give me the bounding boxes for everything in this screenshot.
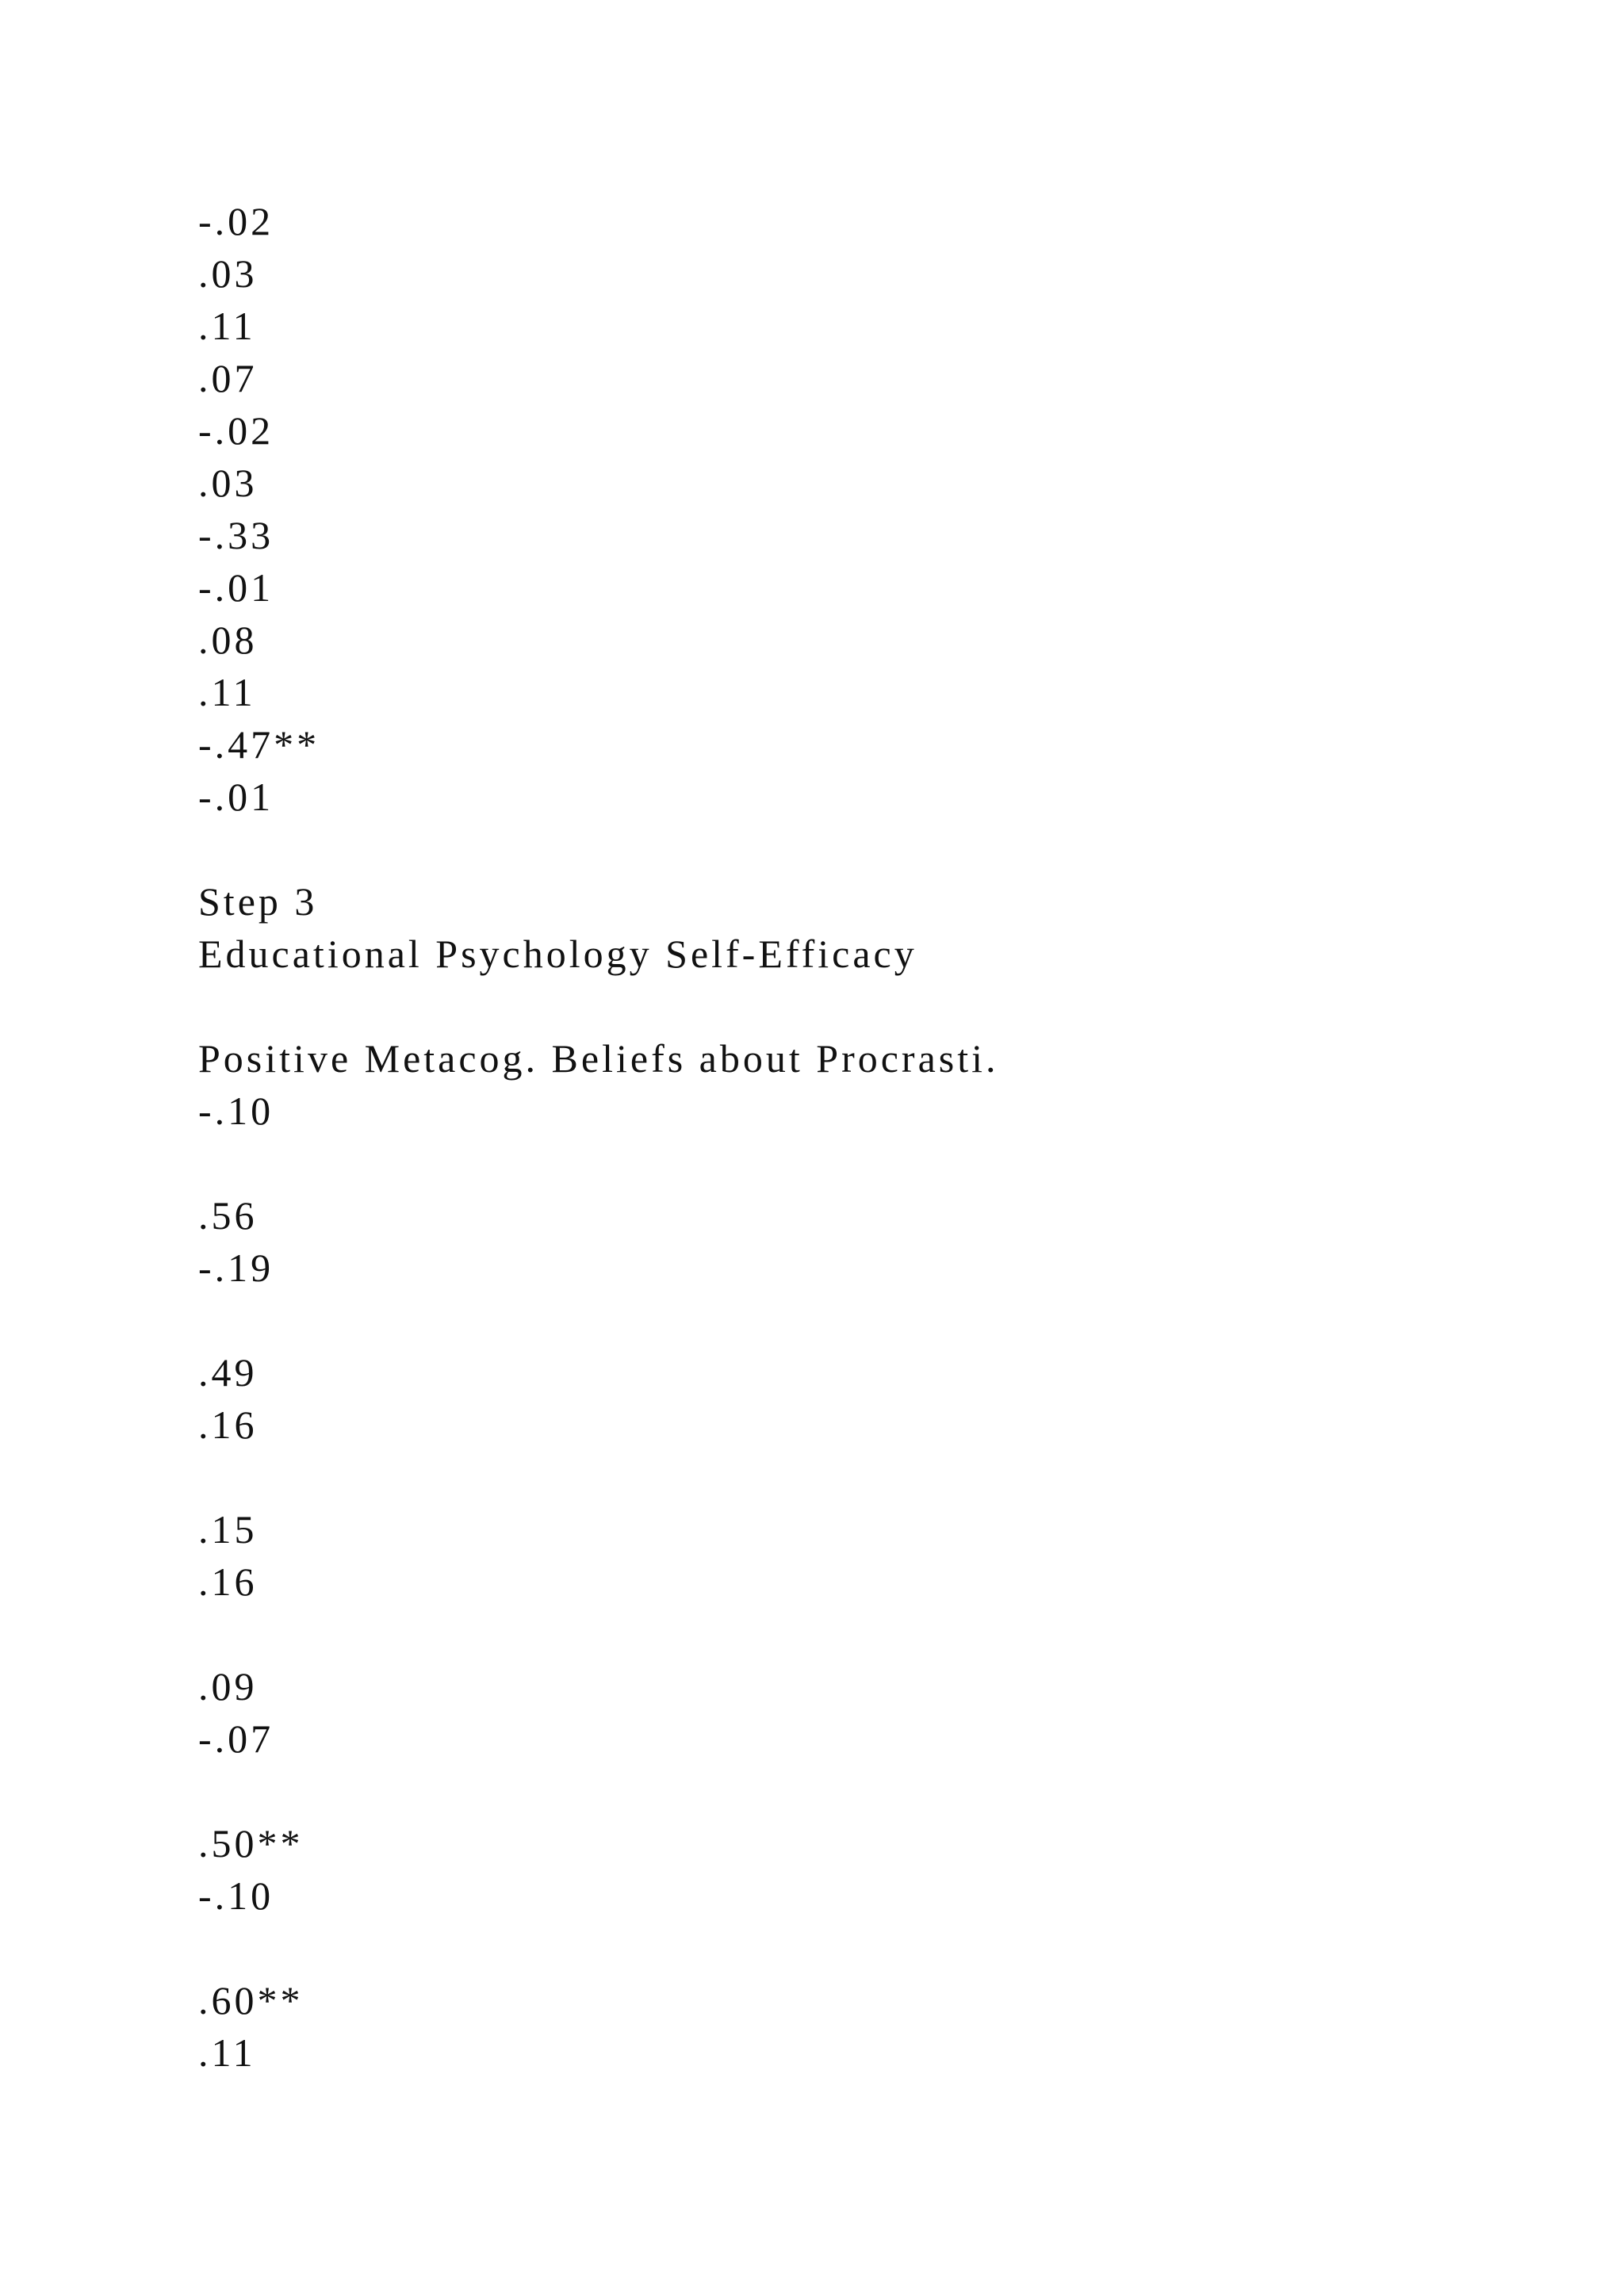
text-line: -.19 [198, 1246, 274, 1290]
text-line: .07 [198, 356, 258, 400]
blank-line [198, 1137, 999, 1189]
text-line: .03 [198, 251, 258, 296]
text-line: -.01 [198, 775, 274, 819]
text-line: .11 [198, 304, 256, 348]
text-lines [198, 195, 999, 2079]
blank-line [198, 1922, 999, 1974]
text-line: .16 [198, 1402, 258, 1447]
text-line: -.07 [198, 1716, 274, 1761]
text-line: -.33 [198, 513, 274, 557]
text-line: .16 [198, 1559, 258, 1604]
text-line: -.47** [198, 722, 320, 767]
text-line: -.10 [198, 1089, 274, 1133]
blank-line [198, 1608, 999, 1660]
text-line: .11 [198, 2030, 256, 2075]
text-line: .50** [198, 1821, 304, 1866]
text-line: .09 [198, 1664, 258, 1709]
text-line: -.02 [198, 408, 274, 453]
text-line: -.10 [198, 1873, 274, 1918]
blank-line [198, 1451, 999, 1503]
text-line: .15 [198, 1507, 258, 1552]
predictor-label: Educational Psychology Self-Efficacy [198, 932, 917, 976]
predictor-label: Positive Metacog. Beliefs about Procrasti. [198, 1036, 999, 1081]
text-line: -.01 [198, 565, 274, 610]
blank-line [198, 980, 999, 1032]
text-line: .56 [198, 1193, 258, 1238]
text-line: -.02 [198, 199, 274, 243]
text-line: .60** [198, 1978, 304, 2022]
text-line: .03 [198, 461, 258, 505]
blank-line [198, 1765, 999, 1817]
blank-line [198, 823, 999, 875]
text-line: .49 [198, 1350, 258, 1395]
text-line: .11 [198, 670, 256, 714]
blank-line [198, 1294, 999, 1346]
step-heading: Step 3 [198, 879, 318, 924]
text-line: .08 [198, 618, 258, 662]
